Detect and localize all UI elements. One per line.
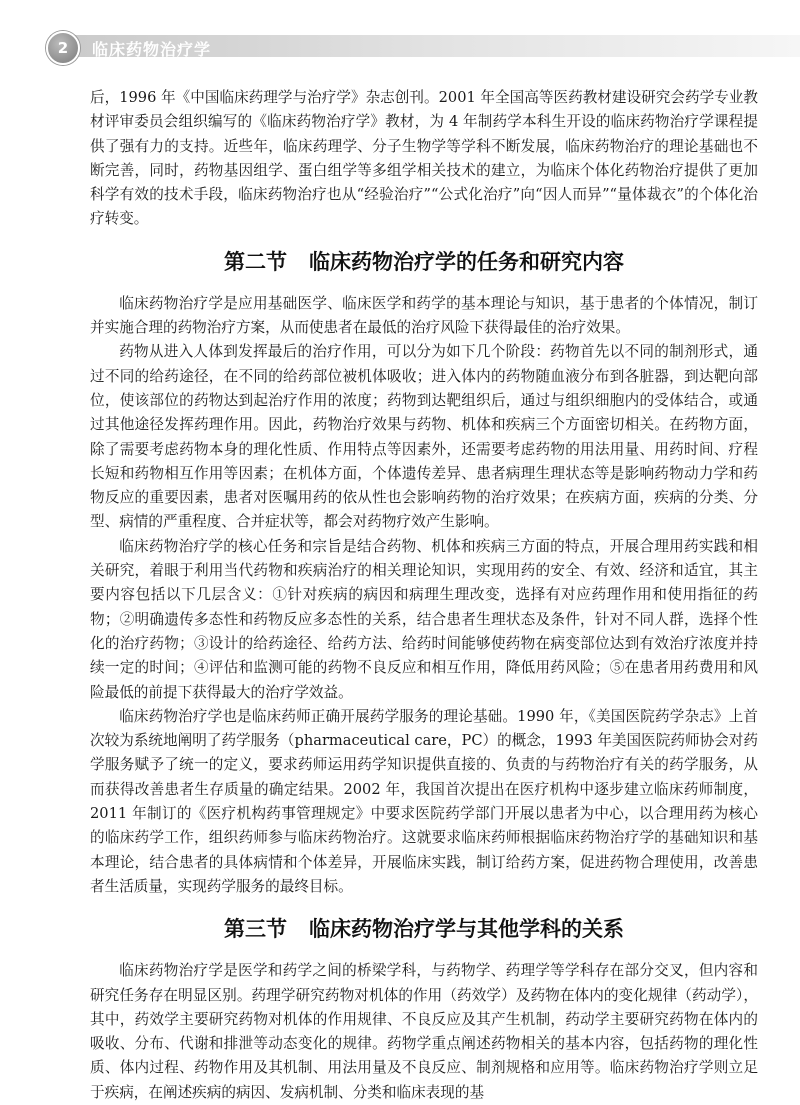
section-2-paragraph: 临床药物治疗学的核心任务和宗旨是结合药物、机体和疾病三方面的特点，开展合理用药实践和相关研究，着眼于利用当代药物和疾病治疗的相关理论知识，实现用药的安全、有效、经济和适宜，其主要内容包括以下几层含义：①针对疾病的病因和病理生理改变，选择有对应药理作用和使用指征的药物；②明确遗传多态性和药物反应多态性的关系，结合患者生理状态及条件，针对不同人群，选择个性化的治疗药物；③设计的给药途径、给药方法、给药时间能够使药物在病变部位达到有效治疗浓度并持续一定的时间；④评估和监测可能的药物不良反应和相互作用，降低用药风险；⑤在患者用药费用和风险最低的前提下获得最大的治疗学效益。: [90, 537, 758, 701]
section-3-paragraph: 临床药物治疗学是医学和药学之间的桥梁学科，与药物学、药理学等学科存在部分交叉，但内容和研究任务存在明显区别。药理学研究药物对机体的作用（药效学）及药物在体内的变化规律（药动学），其中，药效学主要研究药物对机体的作用规律、不良反应及其产生机制，药动学主要研究药物在体内的吸收、分布、代谢和排泄等动态变化的规律。药物学重点阐述药物相关的基本内容，包括药物的理化性质、体内过程、药物作用及其机制、用法用量及不良反应、制剂规格和应用等。临床药物治疗学则立足于疾病，在阐述疾病的病因、发病机制、分类和临床表现的基: [90, 962, 758, 1101]
section-3-title: 临床药物治疗学与其他学科的关系: [309, 917, 624, 942]
section-2-number: 第二节: [224, 249, 287, 274]
running-title: 临床药物治疗学: [92, 40, 212, 59]
section-3-heading: [90, 899, 758, 959]
section-2-paragraph: 临床药物治疗学也是临床药师正确开展药学服务的理论基础。1990 年，《美国医院药学杂志》上首次较为系统地阐明了药学服务（pharmaceutical care，PC）的概念，1993 年美国医院药师协会对药学服务赋予了统一的定义，要求药师运用药学知识提供直接的、负责的与药物治疗有关的药学服务，从而获得改善患者生存质量的确定结果。2002 年，我国首次提出在医疗机构中逐步建立临床药师制度，2011 年制订的《医疗机构药事管理规定》中要求医院药学部门开展以患者为中心，以合理用药为核心的临床药学工作，组织药师参与临床药物治疗。这就要求临床药师根据临床药物治疗学的基础知识和基本理论，结合患者的具体病情和个体差异，开展临床实践，制订给药方案，促进药物合理使用，改善患者生活质量，实现药学服务的最终目标。: [90, 707, 758, 895]
section-3-number: 第三节: [224, 917, 287, 942]
section-2-paragraph: 临床药物治疗学是应用基础医学、临床医学和药学的基本理论与知识，基于患者的个体情况，制订并实施合理的药物治疗方案，从而使患者在最低的治疗风险下获得最佳的治疗效果。: [90, 294, 758, 337]
page-header: [0, 0, 800, 70]
section-2-paragraph: 药物从进入人体到发挥最后的治疗作用，可以分为如下几个阶段：药物首先以不同的制剂形式，通过不同的给药途径，在不同的给药部位被机体吸收；进入体内的药物随血液分布到各脏器，到达靶向部位，使该部位的药物达到起治疗作用的浓度；药物到达靶组织后，通过与组织细胞内的受体结合，或通过其他途径发挥药理作用。因此，药物治疗效果与药物、机体和疾病三个方面密切相关。在药物方面，除了需要考虑药物本身的理化性质、作用特点等因素外，还需要考虑药物的用法用量、用药时间、疗程长短和药物相互作用等因素；在机体方面，个体遗传差异、患者病理生理状态等是影响药物动力学和药物反应的重要因素，患者对医嘱用药的依从性也会影响药物的治疗效果；在疾病方面，疾病的分类、分型、病情的严重程度、合并症状等，都会对药物疗效产生影响。: [90, 343, 758, 531]
section-2-title: 临床药物治疗学的任务和研究内容: [309, 249, 624, 274]
intro-paragraph: 后，1996 年《中国临床药理学与治疗学》杂志创刊。2001 年全国高等医药教材建设研究会药学专业教材评审委员会组织编写的《临床药物治疗学》教材，为 4 年制药学本科生开设的临床药物治疗学课程提供了强有力的支持。近些年，临床药理学、分子生物学等学科不断发展，临床药物治疗的理论基础也不断完善，同时，药物基因组学、蛋白组学等多组学相关技术的建立，为临床个体化药物治疗提供了更加科学有效的技术手段，临床药物治疗也从“经验治疗”“公式化治疗”向“因人而异”“量体裁衣”的个体化治疗转变。: [90, 89, 758, 228]
page-number-badge: 2: [46, 31, 80, 65]
section-2-heading: [90, 232, 758, 292]
page-content: [90, 86, 758, 1105]
